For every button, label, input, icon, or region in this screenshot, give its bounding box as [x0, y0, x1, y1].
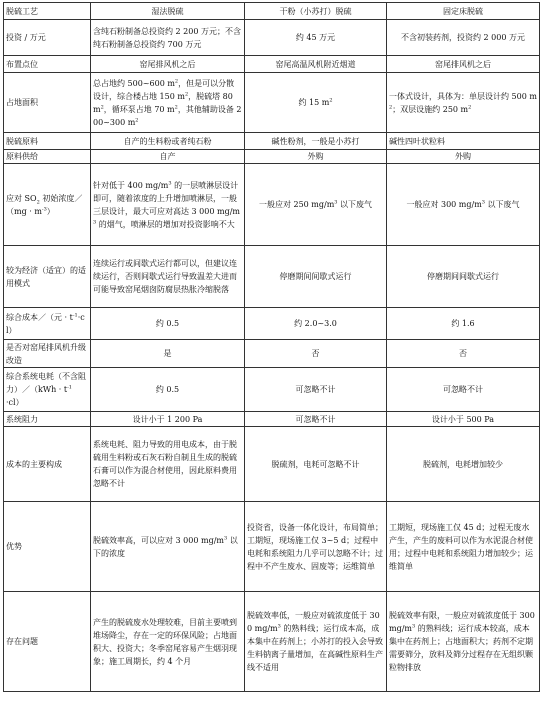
cell-dry-investment: 约 45 万元 [245, 20, 387, 56]
table-row [4, 20, 540, 56]
cell-wet-area: 总占地约 500~600 $m^2$，但是可以分散设计，综合楼占地 150 $m^2$，脱硫塔 80 $m^2$，循环泵占地 70 $m^2$，其他辅助设备 200~300 $m^2$ [91, 73, 245, 133]
cell-fixed-power: 可忽略不计 [387, 368, 540, 412]
cell-wet-material: 自产的生料粉或者纯石粉 [91, 133, 245, 150]
header-dry: 干粉（小苏打）脱硫 [245, 3, 387, 20]
table-row [4, 592, 540, 692]
cell-dry-location: 窑尾高温风机附近烟道 [245, 56, 387, 73]
cell-dry-fan: 否 [245, 340, 387, 368]
row-label-power: 综合系统电耗（不含阻力）／（kWh · $t^{-1}\cdot cl$） [4, 368, 91, 412]
cell-wet-so2: 针对低于 400 $mg/m^3$ 的一层喷淋层设计即可，随着浓度的上升增加喷淋层，一般三层设计，最大可应对高达 3 000 $mg/m^3$ 的烟气，喷淋层的增加对投资影响不大 [91, 164, 245, 246]
header-process: 脱硫工艺 [4, 3, 91, 20]
table-row [4, 368, 540, 412]
row-label-material: 脱硫原料 [4, 133, 91, 150]
desulfurization-comparison-table [3, 2, 540, 692]
cell-dry-supply: 外购 [245, 150, 387, 164]
cell-wet-resistance: 设计小于 1 200 Pa [91, 412, 245, 427]
cell-wet-power: 约 0.5 [91, 368, 245, 412]
cell-wet-advantages: 脱硫效率高，可以应对 3 000 $mg/m^3$ 以下的浓度 [91, 502, 245, 592]
row-label-advantages: 优势 [4, 502, 91, 592]
cell-dry-cost: 约 2.0~3.0 [245, 308, 387, 340]
table-row [4, 502, 540, 592]
cell-wet-investment: 含纯石粉制备总投资约 2 200 万元；不含纯石粉制备总投资约 700 万元 [91, 20, 245, 56]
cell-fixed-investment: 不含初装药剂，投资约 2 000 万元 [387, 20, 540, 56]
cell-dry-material: 碱性粉剂，一般是小苏打 [245, 133, 387, 150]
row-label-investment: 投资 / 万元 [4, 20, 91, 56]
table-row [4, 133, 540, 150]
cell-wet-issues: 产生的脱硫废水处理较难，目前主要喷到堆场降尘，存在一定的环保风险；占地面积大、投资大；冬季窑尾容易产生烟羽现象；施工周期长，约 4 个月 [91, 592, 245, 692]
row-label-cost-structure: 成本的主要构成 [4, 427, 91, 502]
table-row [4, 340, 540, 368]
cell-fixed-so2: 一般应对 300 $mg/m^3$ 以下废气 [387, 164, 540, 246]
row-label-resistance: 系统阻力 [4, 412, 91, 427]
cell-wet-cost-structure: 系统电耗、阻力导致的用电成本，由于脱硫用生料粉或石灰石粉自制且生成的脱硫石膏可以作为混合材使用，因此原料费用忽略不计 [91, 427, 245, 502]
cell-dry-power: 可忽略不计 [245, 368, 387, 412]
cell-dry-mode: 停磨期间间歇式运行 [245, 246, 387, 308]
cell-fixed-material: 碱性四叶状粒料 [387, 133, 540, 150]
table-row [4, 427, 540, 502]
row-label-issues: 存在问题 [4, 592, 91, 692]
cell-dry-advantages: 投资省，设备一体化设计，布局简单；工期短，现场施工仅 3~5 d；过程中电耗和系统阻力几乎可以忽略不计；过程中不产生废水、固废等；运维简单 [245, 502, 387, 592]
cell-dry-issues: 脱硫效率低，一般应对硫浓度低于 300 $mg/m^3$ 的熟料线；运行成本高，成本集中在药剂上；小苏打的投入会导致生料钠离子量增加，在高碱性原料生产线不适用 [245, 592, 387, 692]
cell-wet-fan: 是 [91, 340, 245, 368]
cell-fixed-resistance: 设计小于 500 Pa [387, 412, 540, 427]
table-header-row [4, 3, 540, 20]
row-label-fan-upgrade: 是否对窑尾排风机升级改造 [4, 340, 91, 368]
cell-fixed-advantages: 工期短，现场施工仅 45 d；过程无废水产生，产生的废料可以作为水泥混合材使用；过程中电耗和系统阻力增加较少；运维简单 [387, 502, 540, 592]
cell-dry-cost-structure: 脱硫剂，电耗可忽略不计 [245, 427, 387, 502]
row-label-area: 占地面积 [4, 73, 91, 133]
row-label-so2-concentration: 应对 $SO_2$ 初始浓度／（mg · $m^{-3}$） [4, 164, 91, 246]
cell-fixed-area: 一体式设计，具体为：单层设计约 500 $m^2$；双层设施约 250 $m^2$ [387, 73, 540, 133]
cell-dry-area: 约 15 $m^2$ [245, 73, 387, 133]
cell-fixed-cost-structure: 脱硫剂，电耗增加较少 [387, 427, 540, 502]
table-row [4, 308, 540, 340]
row-label-location: 布置点位 [4, 56, 91, 73]
cell-fixed-fan: 否 [387, 340, 540, 368]
cell-wet-cost: 约 0.5 [91, 308, 245, 340]
table-row [4, 246, 540, 308]
row-label-cost: 综合成本／（元 · $t^{-1}\cdot cl$） [4, 308, 91, 340]
cell-dry-resistance: 可忽略不计 [245, 412, 387, 427]
cell-fixed-location: 窑尾排风机之后 [387, 56, 540, 73]
table-row [4, 73, 540, 133]
cell-fixed-mode: 停磨期间间歇式运行 [387, 246, 540, 308]
cell-dry-so2: 一般应对 250 $mg/m^3$ 以下废气 [245, 164, 387, 246]
header-wet: 湿法脱硫 [91, 3, 245, 20]
row-label-supply: 原料供给 [4, 150, 91, 164]
cell-wet-mode: 连续运行或间歇式运行都可以，但建议连续运行，否则间歇式运行导致温差大进而可能导致窑尾烟囱防腐层热胀冷缩脱落 [91, 246, 245, 308]
table-row [4, 56, 540, 73]
table-row [4, 412, 540, 427]
cell-wet-location: 窑尾排风机之后 [91, 56, 245, 73]
table-row [4, 164, 540, 246]
row-label-mode: 较为经济（适宜）的适用模式 [4, 246, 91, 308]
cell-fixed-supply: 外购 [387, 150, 540, 164]
header-fixed: 固定床脱硫 [387, 3, 540, 20]
cell-fixed-cost: 约 1.6 [387, 308, 540, 340]
cell-fixed-issues: 脱硫效率有限，一般应对硫浓度低于 300 $mg/m^3$ 的熟料线；运行成本较高，成本集中在药剂上；占地面积大；药剂不定期需要筛分，放料及筛分过程存在无组织颗粒物排放 [387, 592, 540, 692]
table-row [4, 150, 540, 164]
cell-wet-supply: 自产 [91, 150, 245, 164]
